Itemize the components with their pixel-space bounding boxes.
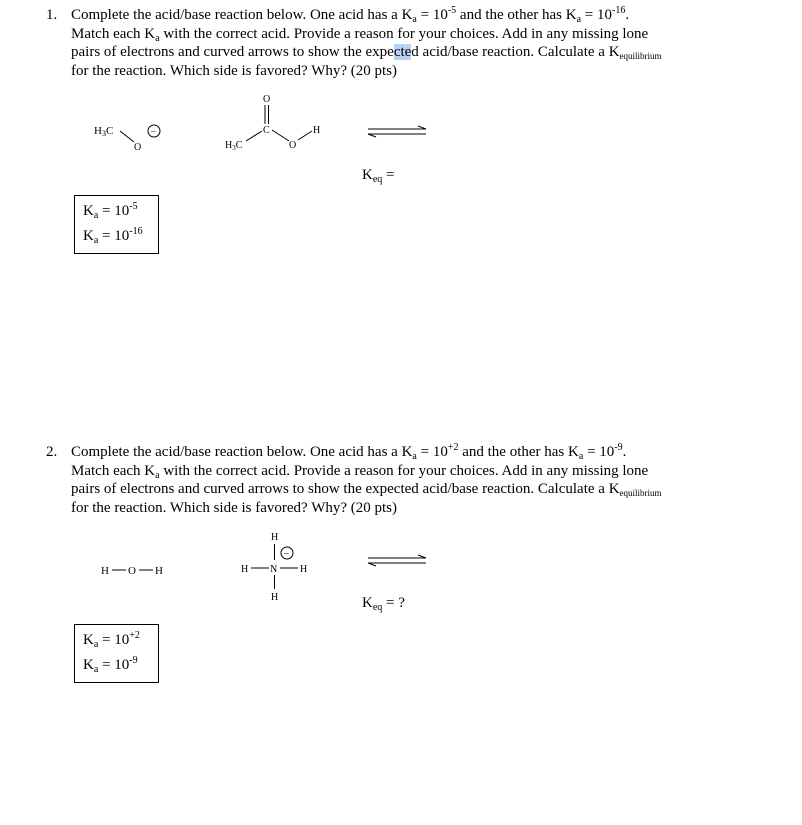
- question-1-number: 1.: [46, 7, 58, 23]
- ka-value-row: $K_a = 10^{-16}$: [83, 226, 143, 246]
- question-2-text: [71, 443, 766, 517]
- carbonyl-oxygen-label: O: [263, 94, 271, 105]
- ka-values-box-2: [74, 624, 159, 683]
- methoxide-h3c-label: H3C: [94, 125, 114, 138]
- keq-label-2: $K_{eq}$ = ?: [362, 595, 405, 613]
- question-1: [46, 6, 766, 80]
- water-oxygen-label: O: [128, 565, 136, 577]
- methoxide-oxygen-label: O: [134, 142, 142, 153]
- water-h1-label: H: [101, 565, 109, 577]
- amide-left-hydrogen-label: H: [241, 564, 249, 575]
- acetic-acid-structure: [222, 92, 332, 162]
- question-1-text: [71, 6, 766, 80]
- water-structure: [101, 560, 181, 585]
- ka-values-box-1: [74, 195, 159, 254]
- amide-bottom-hydrogen-label: H: [271, 592, 279, 603]
- question-2-number: 2.: [46, 444, 58, 460]
- ka-value-row: $K_a = 10^{-5}$: [83, 201, 138, 221]
- equilibrium-arrow-1: [366, 125, 430, 143]
- ka-value-row: $K_a = 10^{-9}$: [83, 655, 138, 675]
- amide-top-hydrogen-label: H: [271, 532, 279, 543]
- question-1-line-3: pairs of electrons and curved arrows to show the expected acid/base reaction. Calculate a $K_{equilibrium}$: [71, 44, 662, 61]
- hydroxyl-hydrogen-label: H: [313, 125, 321, 136]
- question-1-line-1: Complete the acid/base reaction below. One acid has a $K_a = 10^{-5}$ and the other has $K_a = 10^{-16}$.: [71, 5, 630, 25]
- methoxide-structure: [90, 118, 170, 163]
- question-1-line-4: for the reaction. Which side is favored? Why? (20 pts): [71, 62, 398, 79]
- question-2-line-1: Complete the acid/base reaction below. One acid has a $K_a = 10^{+2}$ and the other has $K_a = 10^{-9}$.: [71, 442, 627, 462]
- carbonyl-carbon-label: C: [263, 125, 270, 136]
- svg-text:−: −: [283, 548, 290, 560]
- ka-value-row: $K_a = 10^{+2}$: [83, 630, 140, 650]
- equilibrium-arrow-2: [366, 554, 430, 572]
- question-2: [46, 443, 766, 517]
- water-h2-label: H: [155, 565, 163, 577]
- text-selection-highlight[interactable]: cte: [393, 44, 412, 60]
- hydroxyl-oxygen-label: O: [289, 140, 297, 151]
- amide-nitrogen-label: N: [270, 564, 278, 575]
- question-2-line-2: Match each $K_a$ with the correct acid. Provide a reason for your choices. Add in any missing lone: [71, 462, 649, 481]
- svg-text:−: −: [150, 126, 157, 138]
- acetic-h3c-label: $H_3C$: [225, 140, 243, 152]
- amide-right-hydrogen-label: H: [300, 564, 308, 575]
- amide-structure: [238, 528, 328, 613]
- question-2-line-4: for the reaction. Which side is favored? Why? (20 pts): [71, 499, 398, 516]
- question-2-line-3: pairs of electrons and curved arrows to show the expected acid/base reaction. Calculate a $K_{equilibrium}$: [71, 481, 662, 498]
- keq-label-1: $K_{eq}$ =: [362, 167, 395, 185]
- question-1-line-2: Match each $K_a$ with the correct acid. Provide a reason for your choices. Add in any missing lone: [71, 25, 649, 44]
